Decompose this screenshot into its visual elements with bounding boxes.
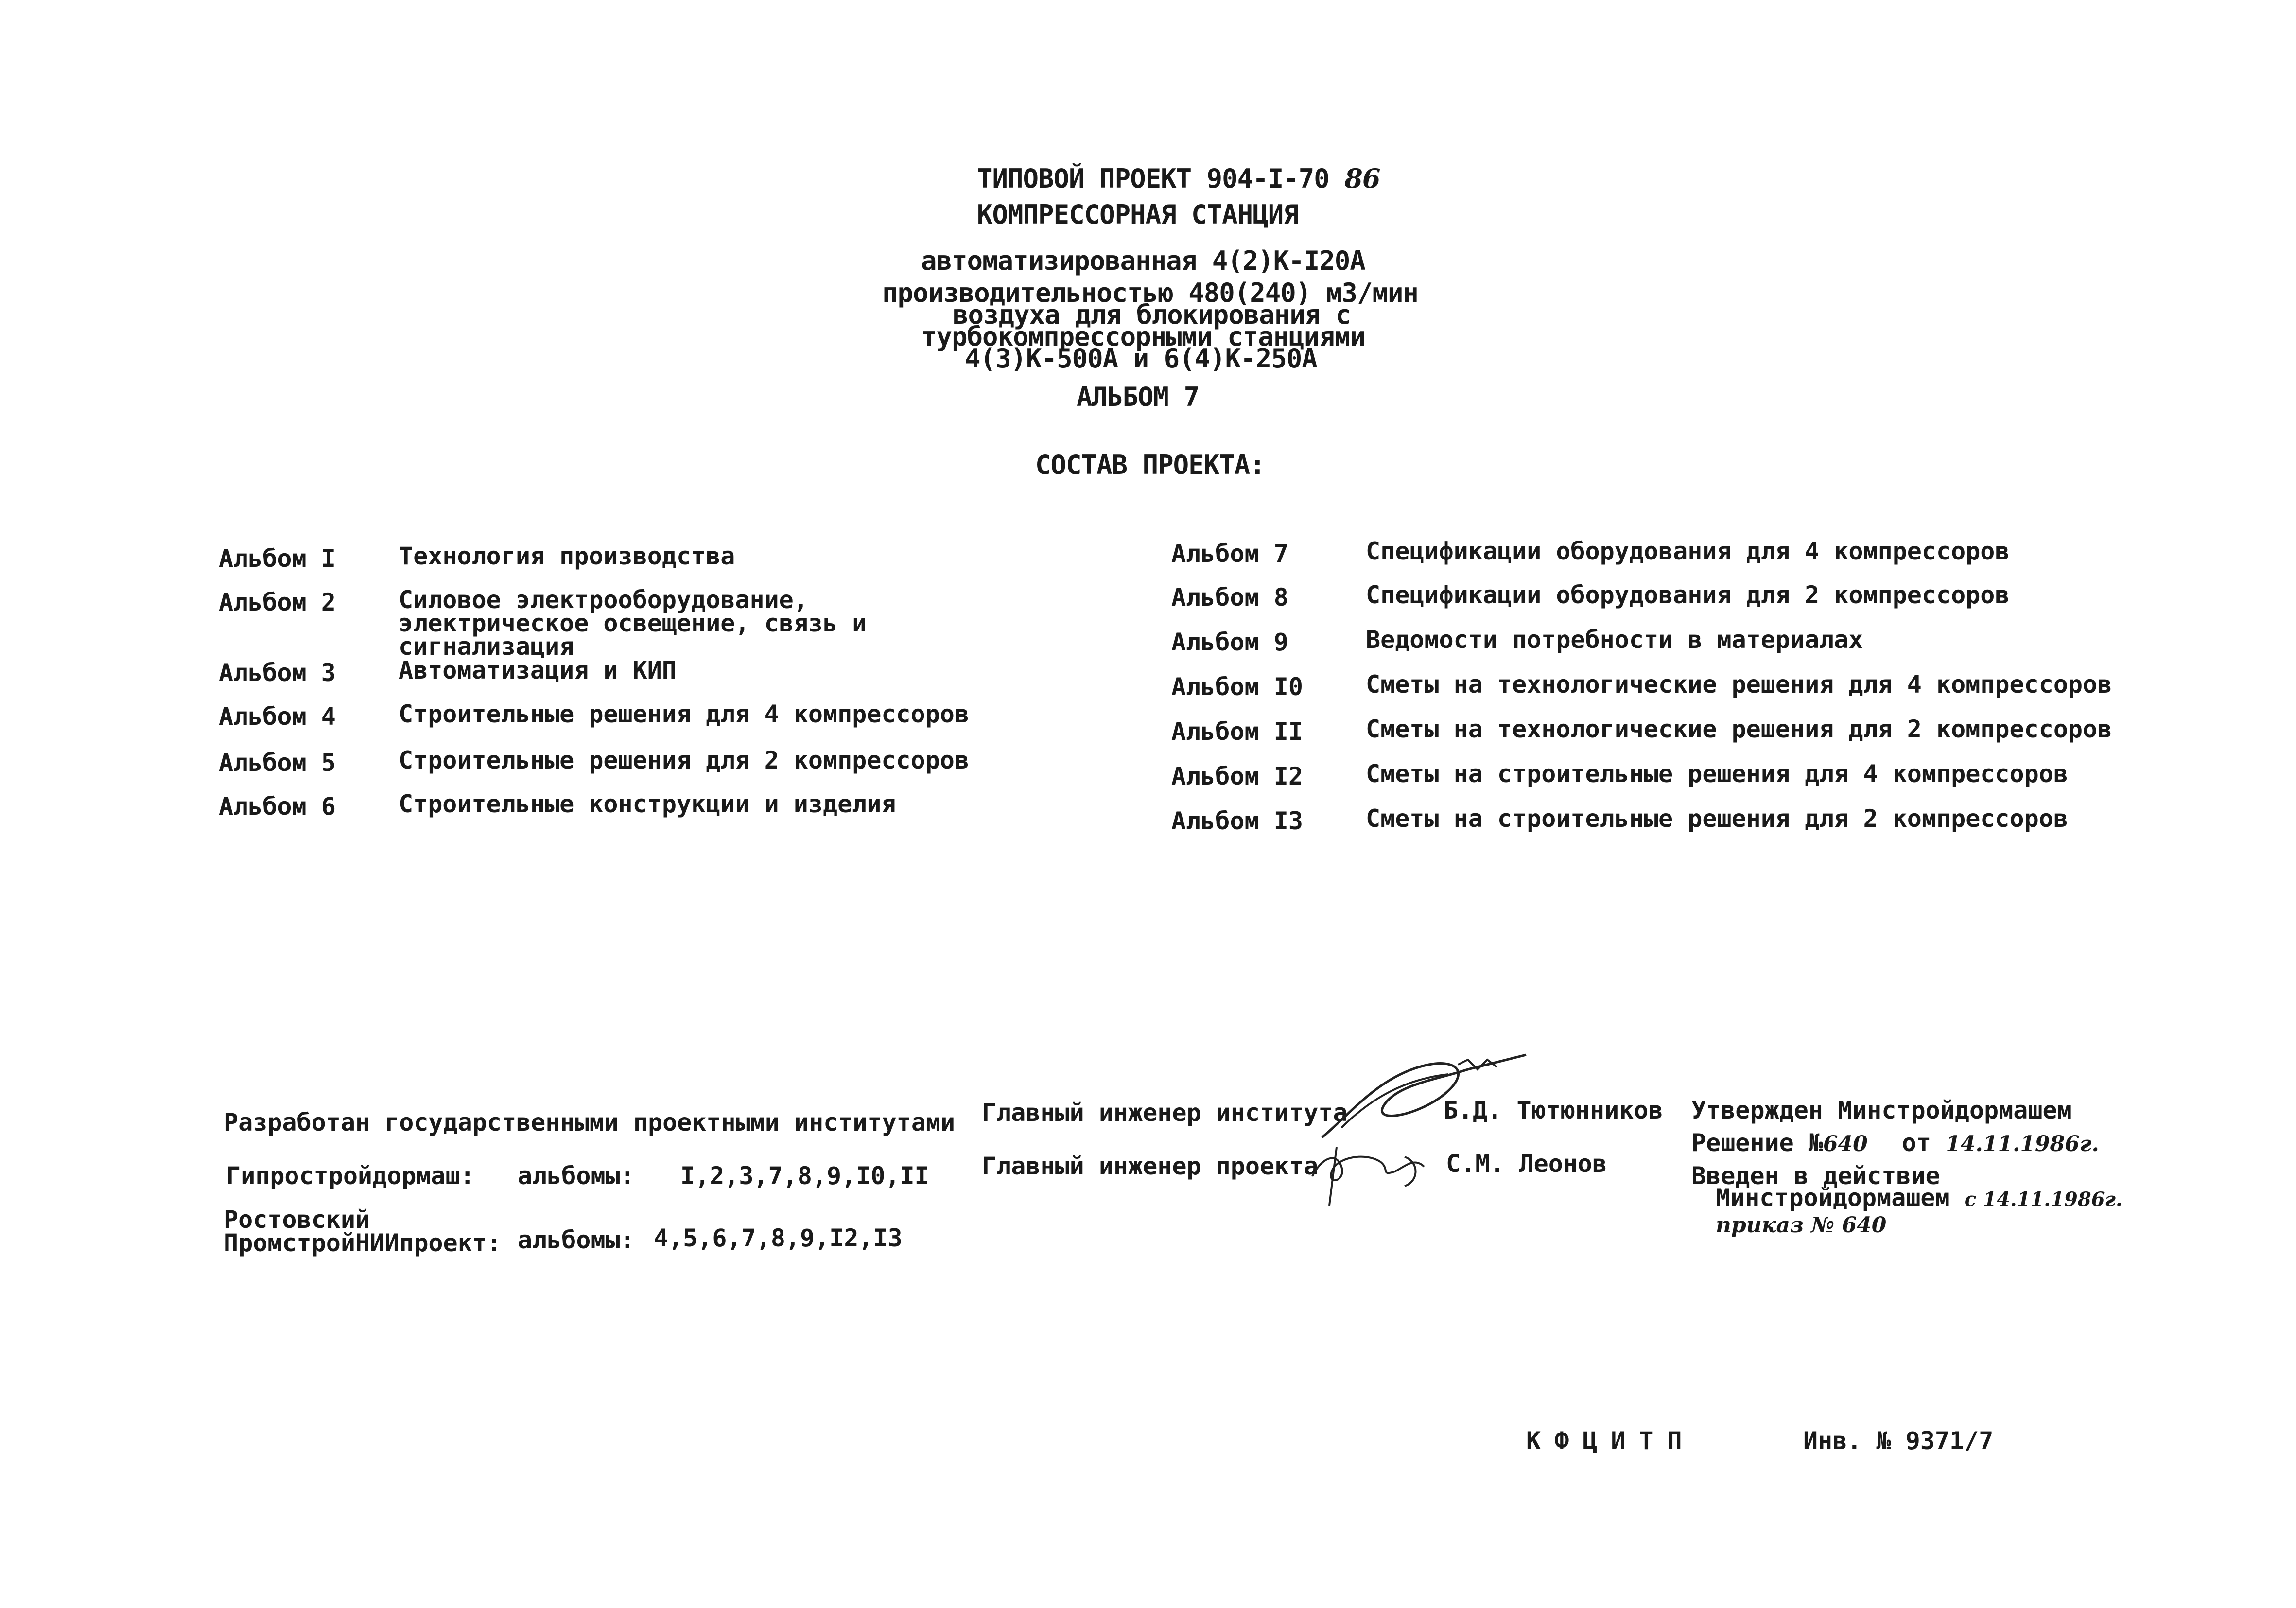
institute-2-name-line2: ПромстройНИИпроект: [224,1229,502,1257]
institute-1-label: альбомы: [518,1162,635,1190]
album-label: Альбом II [1171,717,1303,746]
developers-heading: Разработан государственными проектными институтами [224,1108,956,1136]
album-right-10 [1171,670,2143,702]
album-label: Альбом I [219,544,336,573]
album-left-2 [219,586,1094,661]
chief-institute-name: Б.Д. Тютюнников [1444,1096,1663,1124]
album-description: Сметы на технологические решения для 4 компрессоров [1366,670,2112,699]
decision-label: Решение № [1691,1129,1823,1157]
album-description: Ведомости потребности в материалах [1366,626,1863,654]
station-turbo: турбокомпрессорными станциями [921,321,1365,352]
album-right-8 [1171,583,2143,612]
album-label: Альбом 5 [219,749,336,777]
album-right-7 [1171,537,2143,569]
station-purpose: воздуха для блокирования с [953,299,1351,330]
album-label: Альбом 2 [219,588,336,616]
composition-heading: СОСТАВ ПРОЕКТА: [1035,450,1265,480]
introduced-label: Введен в действие [1691,1162,1940,1190]
album-label: Альбом 6 [219,792,336,821]
album-right-9 [1171,628,2143,657]
album-label: Альбом I3 [1171,807,1303,835]
approved-by: Утвержден Минстройдормашем [1691,1096,2072,1124]
decision-number: 640 [1823,1132,1868,1156]
album-label: Альбом I0 [1171,673,1303,701]
institute-1-albums: I,2,3,7,8,9,I0,II [680,1162,929,1190]
decision [1691,1129,2099,1157]
album-description: Строительные решения для 4 компрессоров [399,700,969,728]
institute-2-label: альбомы: [518,1226,635,1254]
album-left-3 [219,656,1094,688]
album-right-12 [1171,762,2143,791]
decision-date: 14.11.1986г. [1946,1132,2099,1156]
album-label: Альбом 9 [1171,628,1288,656]
album-right-13 [1171,804,2143,836]
project-year-handwritten: 86 [1344,163,1380,194]
album-description: Автоматизация и КИП [399,656,677,684]
album-left-1 [219,544,1094,574]
album-label: Альбом 3 [219,659,336,687]
footer-org: КФЦИТП [1526,1427,1696,1455]
decision-from: от [1901,1129,1931,1157]
station-capacity: производительностью 480(240) м3/мин [882,278,1418,308]
chief-project-title: Главный инженер проекта [982,1152,1319,1180]
station-title: КОМПРЕССОРНАЯ СТАНЦИЯ [977,199,1299,230]
album-label: Альбом 7 [1171,540,1288,568]
station-type: автоматизированная 4(2)К-I20А [921,245,1365,276]
album-description: Технология производства [399,542,735,570]
album-description: Спецификации оборудования для 4 компрессоров [1366,537,2010,565]
order-number: приказ № 640 [1716,1213,1887,1238]
footer-inventory: Инв. № 9371/7 [1803,1427,1994,1455]
album-description: Строительные решения для 2 компрессоров [399,746,969,774]
chief-project-name: С.М. Леонов [1446,1150,1607,1178]
project-number: ТИПОВОЙ ПРОЕКТ 904-I-70 [977,163,1329,194]
institute-1-name: Гипростройдормаш: [226,1162,475,1190]
project-title [977,163,1380,194]
introduced-ministry [1716,1184,2122,1212]
album-description: Сметы на строительные решения для 2 компрессоров [1366,804,2068,833]
chief-institute-title: Главный инженер института [982,1099,1348,1127]
album-number: АЛЬБОМ 7 [1077,382,1200,412]
introduced-date: с 14.11.1986г. [1964,1188,2122,1211]
album-left-4 [219,702,1094,732]
album-label: Альбом 4 [219,702,336,731]
album-description: Сметы на строительные решения для 4 компрессоров [1366,760,2068,788]
album-right-11 [1171,717,2143,747]
institute-2-albums: 4,5,6,7,8,9,I2,I3 [654,1224,903,1252]
album-description: Сметы на технологические решения для 2 компрессоров [1366,715,2112,743]
album-description: Спецификации оборудования для 2 компрессоров [1366,581,2010,609]
signature-leonov-icon [1307,1128,1434,1210]
album-label: Альбом I2 [1171,762,1303,790]
album-label: Альбом 8 [1171,583,1288,612]
album-left-6 [219,792,1094,821]
album-left-5 [219,746,1094,778]
institute-2-name-line1: Ростовский [224,1206,370,1234]
album-description: Силовое электрооборудование, электрическое освещение, связь и сигнализация [399,586,867,661]
station-models: 4(3)К-500А и 6(4)К-250А [965,343,1317,374]
album-description: Строительные конструкции и изделия [399,790,896,818]
ministry-name: Минстройдормашем [1716,1184,1950,1212]
